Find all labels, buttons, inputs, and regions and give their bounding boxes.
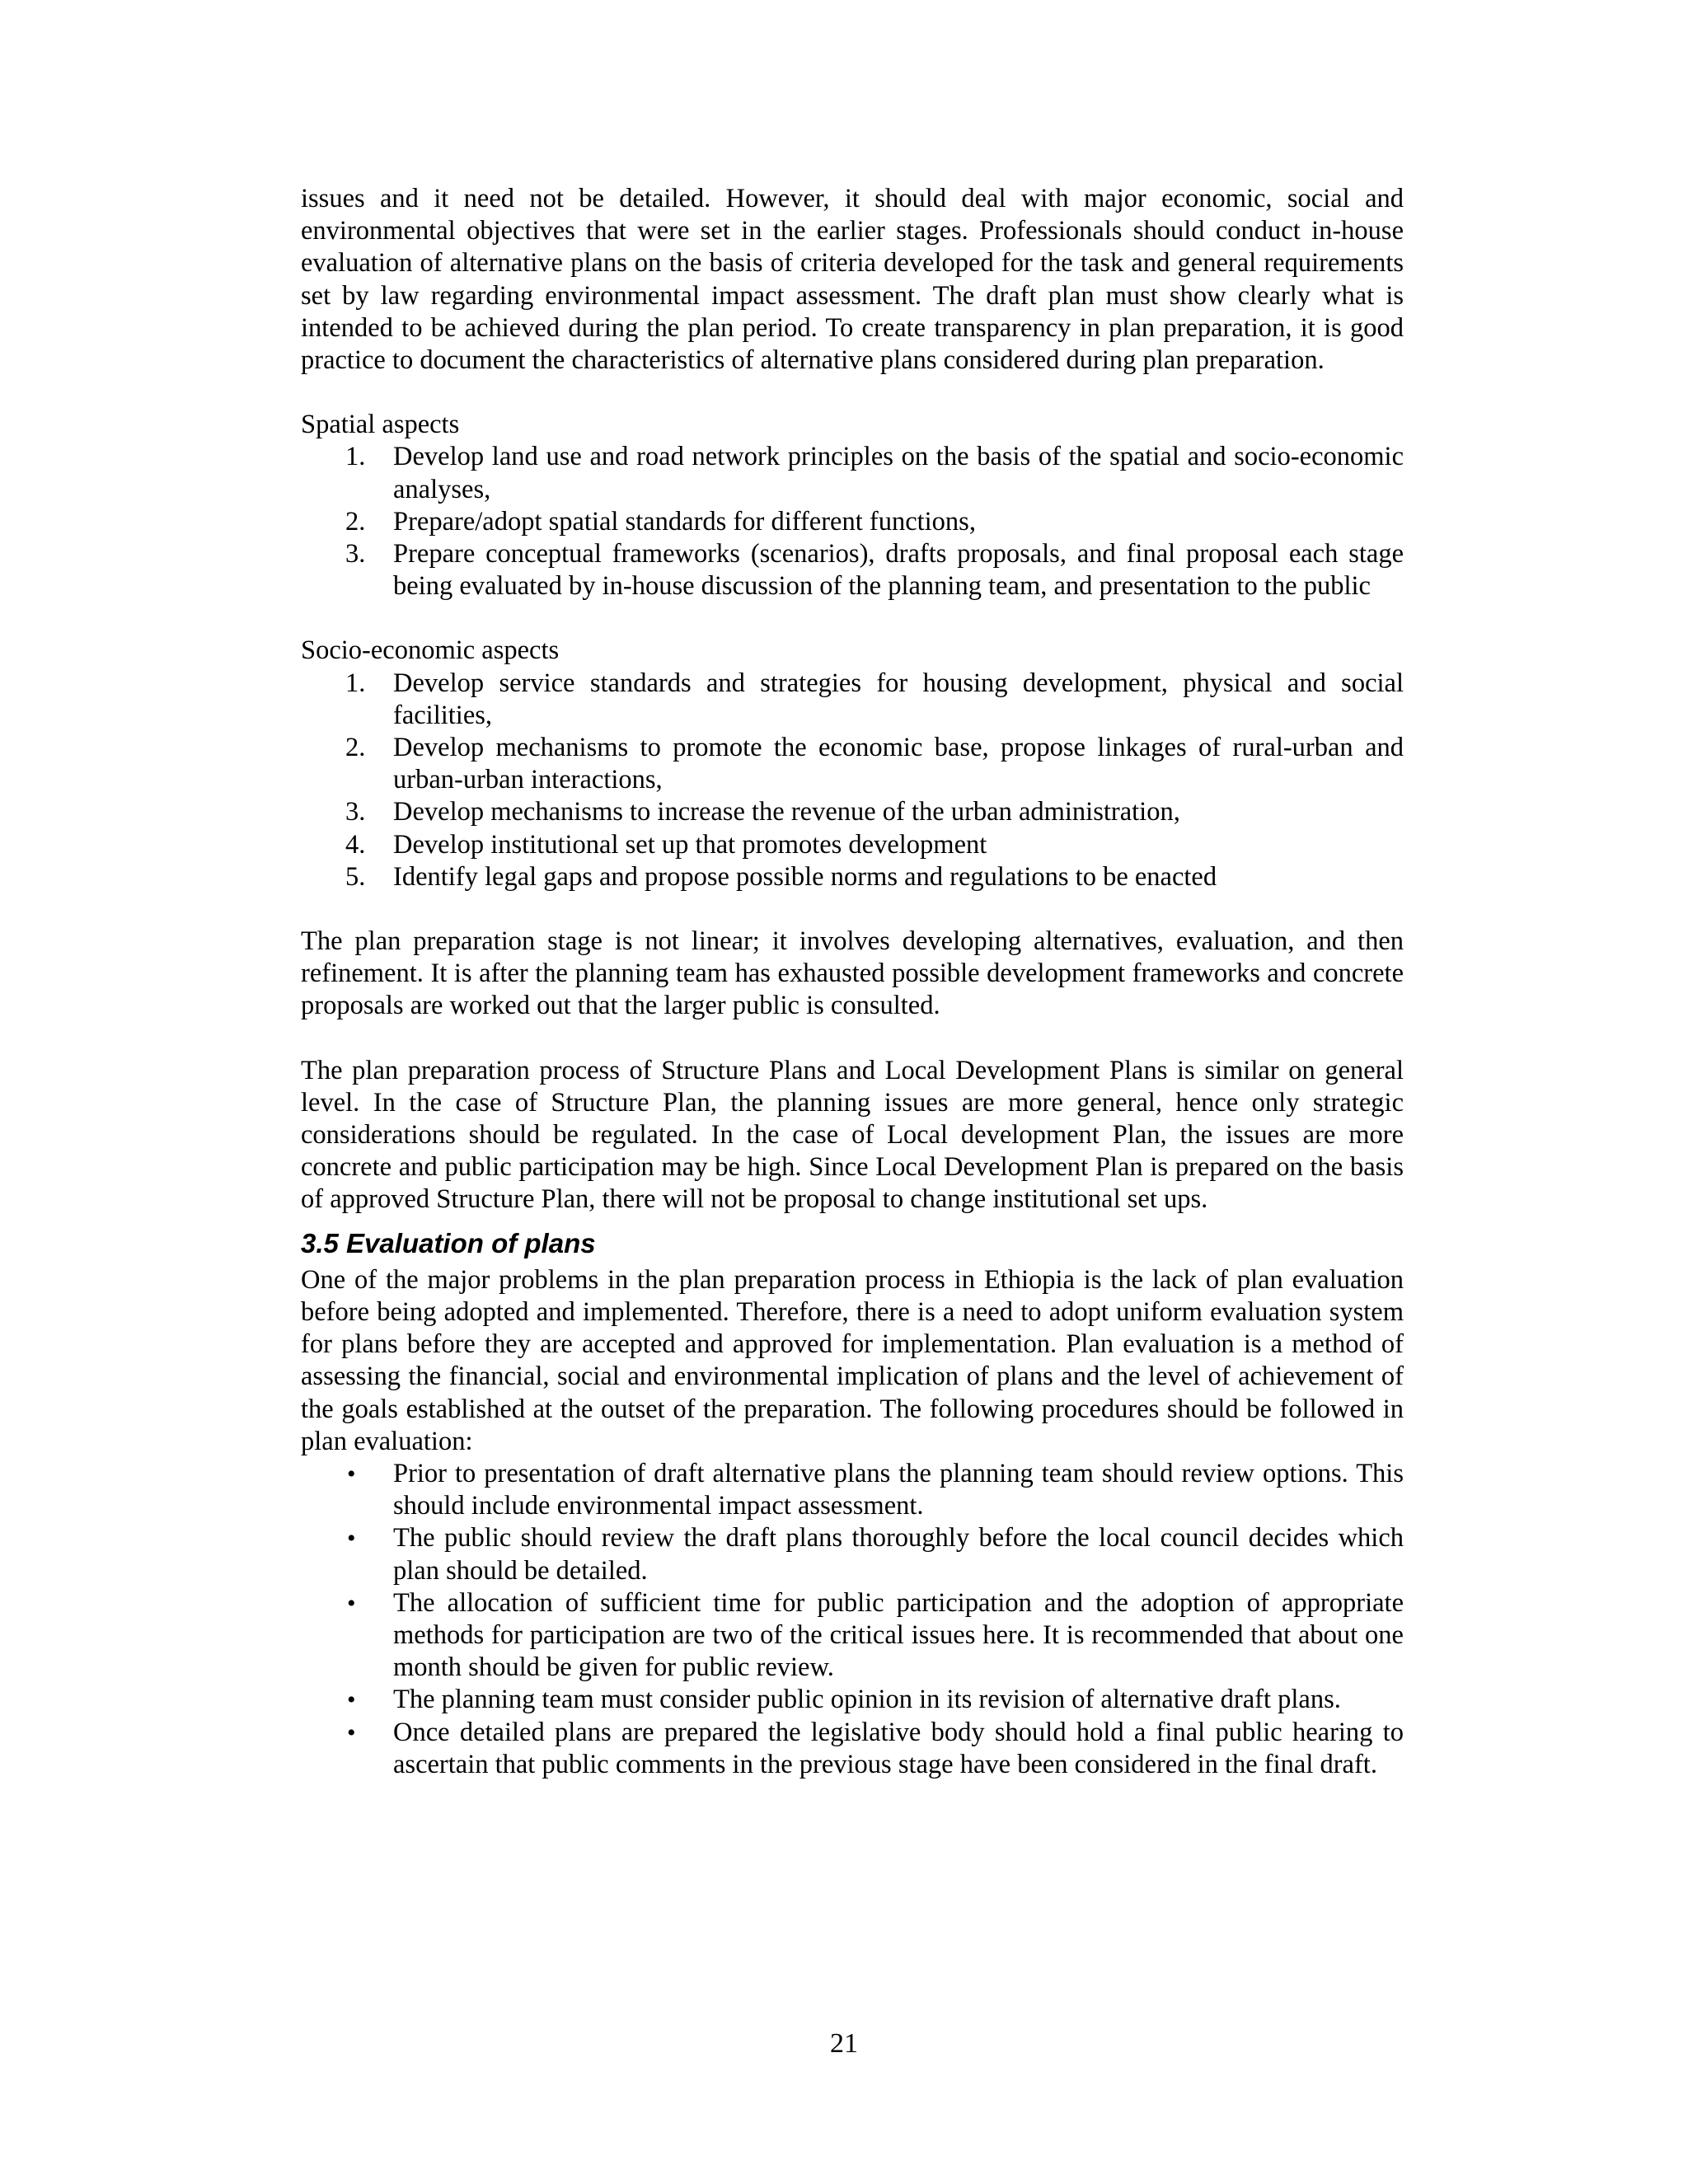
- list-item: [301, 1587, 1404, 1685]
- list-item-text: Prepare conceptual frameworks (scenarios), drafts proposals, and final proposal each stage being evaluated by in-house discussion of the planning team, and presentation to the public: [393, 539, 1404, 602]
- bullet-marker: •: [347, 1460, 356, 1488]
- list-number: 2.: [345, 733, 366, 763]
- list-item-text: Develop mechanisms to increase the revenue of the urban administration,: [393, 797, 1180, 827]
- list-item: [301, 506, 1404, 538]
- list-item-text: Develop institutional set up that promotes development: [393, 829, 987, 860]
- list-number: 1.: [345, 668, 366, 698]
- bullet-marker: •: [347, 1525, 356, 1553]
- list-item: [301, 1522, 1404, 1586]
- list-number: 4.: [345, 829, 366, 860]
- list-number: 1.: [345, 442, 366, 472]
- list-item-text: Develop mechanisms to promote the economic base, propose linkages of rural-urban and urban-urban interactions,: [393, 733, 1404, 795]
- list-item: [301, 441, 1404, 505]
- spatial-aspects-list: [301, 441, 1404, 602]
- plan-preparation-process-paragraph: The plan preparation process of Structure Plans and Local Development Plans is similar on general level. In the case of Structure Plan, the planning issues are more general, hence only strategic considerations should be regulated. In the case of Local development Plan, the issues are more concrete and public participation may be high. Since Local Development Plan is prepared on the basis of approved Structure Plan, there will not be proposal to change institutional set ups.: [301, 1055, 1404, 1215]
- document-page: [301, 183, 1404, 1781]
- list-item-text: Prepare/adopt spatial standards for different functions,: [393, 506, 976, 537]
- paragraph-gap: [301, 602, 1404, 635]
- evaluation-procedures-list: [301, 1458, 1404, 1781]
- bullet-marker: •: [347, 1718, 356, 1746]
- list-item: [301, 538, 1404, 602]
- bullet-marker: •: [347, 1686, 356, 1714]
- list-item-text: Identify legal gaps and propose possible norms and regulations to be enacted: [393, 861, 1217, 892]
- bullet-marker: •: [347, 1589, 356, 1617]
- list-item: [301, 668, 1404, 732]
- paragraph-gap: [301, 1023, 1404, 1055]
- list-item: [301, 732, 1404, 796]
- list-item: [301, 1684, 1404, 1716]
- list-item: [301, 796, 1404, 828]
- list-item-text: The planning team must consider public opinion in its revision of alternative draft plans.: [393, 1685, 1341, 1715]
- section-heading: 3.5 Evaluation of plans: [301, 1227, 596, 1258]
- paragraph-gap: [301, 377, 1404, 409]
- list-number: 2.: [345, 506, 366, 537]
- page-number: 21: [830, 2028, 858, 2059]
- socio-economic-aspects-list: [301, 668, 1404, 893]
- list-item-text: The allocation of sufficient time for public participation and the adoption of appropriate methods for participation are two of the critical issues here. It is recommended that about one month should be given for public review.: [393, 1587, 1404, 1683]
- list-item: [301, 1717, 1404, 1781]
- socio-economic-aspects-label: Socio-economic aspects: [301, 635, 560, 666]
- list-item: [301, 829, 1404, 861]
- list-number: 3.: [345, 539, 366, 569]
- intro-paragraph: issues and it need not be detailed. However, it should deal with major economic, social and environmental objectives that were set in the earlier stages. Professionals should conduct in-house evaluation of alternative plans on the basis of criteria developed for the task and general requirements set by law regarding environmental impact assessment. The draft plan must show clearly what is intended to be achieved during the plan period. To create transparency in plan preparation, it is good practice to document the characteristics of alternative plans considered during plan preparation.: [301, 184, 1404, 376]
- list-item: [301, 861, 1404, 893]
- list-item: [301, 1458, 1404, 1522]
- plan-preparation-linear-paragraph: The plan preparation stage is not linear; it involves developing alternatives, evaluation, and then refinement. It is after the planning team has exhausted possible development frameworks and concrete proposals are worked out that the larger public is consulted.: [301, 926, 1404, 1021]
- list-number: 3.: [345, 797, 366, 827]
- spatial-aspects-label: Spatial aspects: [301, 410, 460, 440]
- list-item-text: Prior to presentation of draft alternative plans the planning team should review options. This should include environmental impact assessment.: [393, 1458, 1404, 1521]
- list-item-text: The public should review the draft plans thoroughly before the local council decides which plan should be detailed.: [393, 1523, 1404, 1586]
- list-item-text: Once detailed plans are prepared the legislative body should hold a final public hearing to ascertain that public comments in the previous stage have been considered in the final draft.: [393, 1717, 1404, 1779]
- evaluation-paragraph: One of the major problems in the plan preparation process in Ethiopia is the lack of plan evaluation before being adopted and implemented. Therefore, there is a need to adopt uniform evaluation system for plans before they are accepted and approved for implementation. Plan evaluation is a method of assessing the financial, social and environmental implication of plans and the level of achievement of the goals established at the outset of the preparation. The following procedures should be followed in plan evaluation:: [301, 1264, 1404, 1456]
- list-number: 5.: [345, 861, 366, 892]
- paragraph-gap: [301, 893, 1404, 926]
- list-item-text: Develop service standards and strategies for housing development, physical and social facilities,: [393, 668, 1404, 730]
- list-item-text: Develop land use and road network principles on the basis of the spatial and socio-economic analyses,: [393, 442, 1404, 504]
